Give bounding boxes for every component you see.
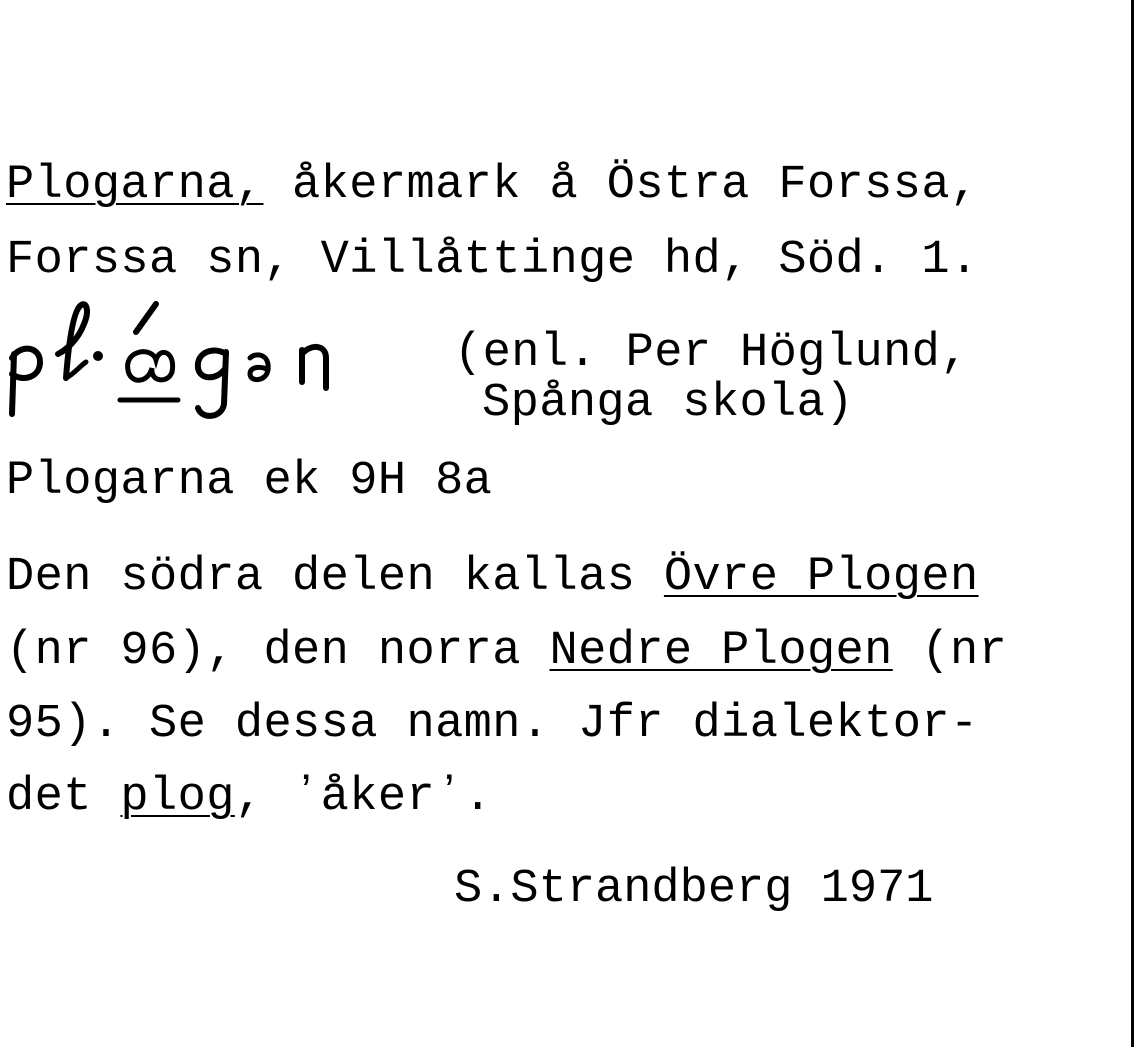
place-name-nedre-plogen: Nedre Plogen: [549, 625, 893, 678]
signature: S.Strandberg 1971: [454, 863, 934, 916]
dialect-word-plog: plog: [120, 771, 235, 824]
informant-line-1: (enl. Per Höglund,: [454, 327, 969, 380]
body-line-3: 95). Se dessa namn. Jfr dialektor-: [6, 698, 979, 751]
phonetic-transcription: [0, 292, 380, 432]
headword: Plogarna,: [6, 159, 264, 212]
headword-line: [6, 158, 979, 214]
card-edge: [1131, 0, 1134, 1047]
location-line: Forssa sn, Villåttinge hd, Söd. 1.: [6, 234, 979, 287]
reference-line: Plogarna ek 9H 8a: [6, 455, 493, 508]
headword-description: åkermark å Östra Forssa,: [263, 159, 979, 212]
place-name-ovre-plogen: Övre Plogen: [663, 551, 979, 604]
body-line-4: det plog, ʼåkerʼ.: [6, 771, 493, 824]
informant-line-2: Spånga skola): [482, 377, 854, 430]
body-line-2: (nr 96), den norra Nedre Plogen (nr: [6, 625, 1008, 678]
body-line-1: Den södra delen kallas Övre Plogen: [6, 551, 979, 604]
